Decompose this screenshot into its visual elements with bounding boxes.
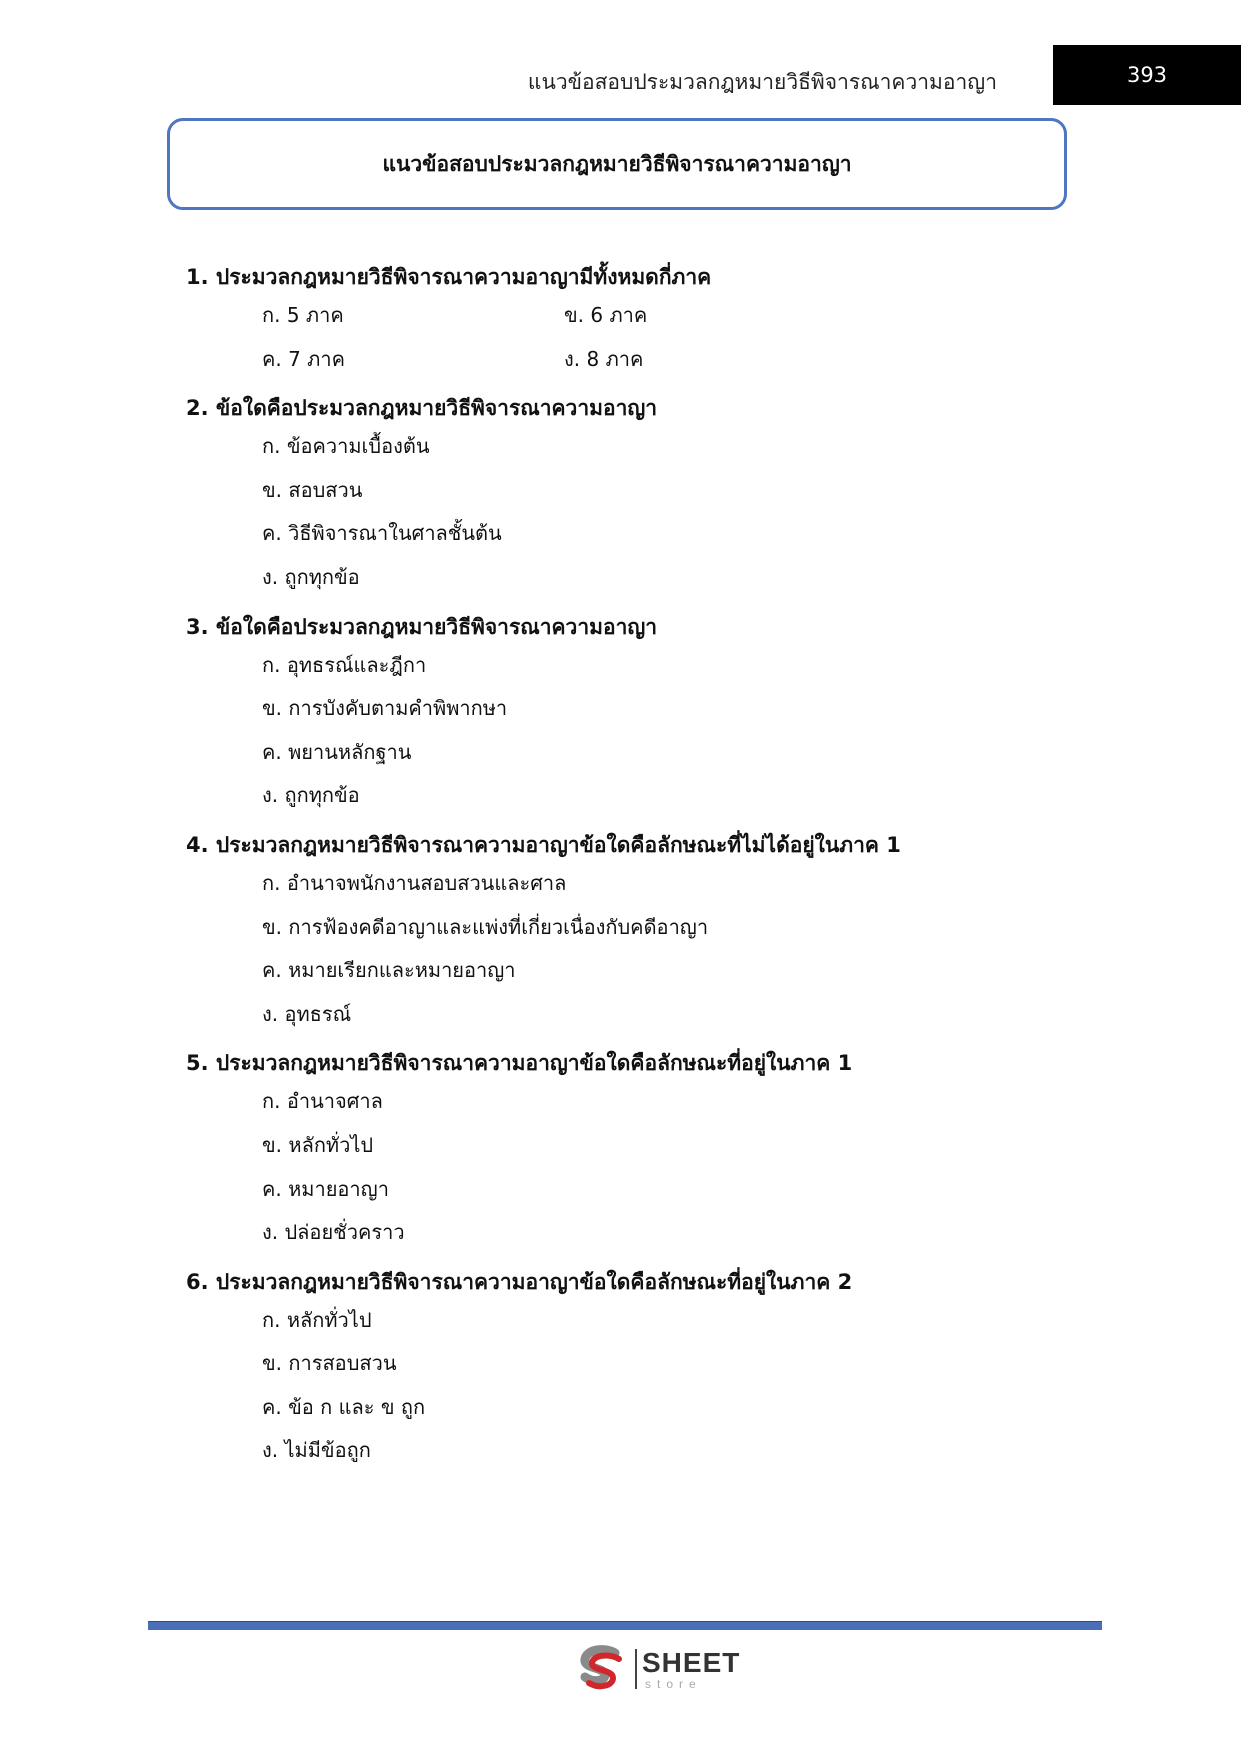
header-title: แนวข้อสอบประมวลกฎหมายวิธีพิจารณาความอาญา [527, 70, 997, 94]
option-d: ง. อุทธรณ์ [262, 1001, 352, 1026]
question-text: 2. ข้อใดคือประมวลกฎหมายวิธีพิจารณาความอาญา [186, 396, 658, 421]
title-box-text: แนวข้อสอบประมวลกฎหมายวิธีพิจารณาความอาญา [382, 151, 852, 176]
option-d: ง. ถูกทุกข้อ [262, 564, 360, 589]
option-c: ค. ข้อ ก และ ข ถูก [262, 1394, 426, 1419]
sheet-store-logo [575, 1645, 745, 1695]
option-c: ค. พยานหลักฐาน [262, 739, 412, 764]
question-text: 5. ประมวลกฎหมายวิธีพิจารณาความอาญาข้อใดคือลักษณะที่อยู่ในภาค 1 [186, 1051, 853, 1076]
option-d: ง. ไม่มีข้อถูก [262, 1438, 371, 1463]
option-c: ค. หมายอาญา [262, 1176, 389, 1201]
option-b: ข. สอบสวน [262, 477, 363, 502]
title-box [167, 118, 1067, 210]
question-text: 6. ประมวลกฎหมายวิธีพิจารณาความอาญาข้อใดคือลักษณะที่อยู่ในภาค 2 [186, 1269, 853, 1294]
question-2 [186, 391, 1186, 599]
question-text: 1. ประมวลกฎหมายวิธีพิจารณาความอาญามีทั้งหมดกี่ภาค [186, 265, 712, 289]
question-list [186, 260, 1186, 1483]
footer-divider [148, 1621, 1102, 1630]
option-d: ง. ปล่อยชั่วคราว [262, 1220, 405, 1245]
option-c: ค. วิธีพิจารณาในศาลชั้นต้น [262, 521, 502, 546]
option-b: ข. การบังคับตามคำพิพากษา [262, 696, 508, 721]
s-logo-icon [575, 1645, 627, 1695]
option-c: ค. 7 ภาค [262, 346, 345, 371]
option-b: ข. การฟ้องคดีอาญาและแพ่งที่เกี่ยวเนื่องกับคดีอาญา [262, 914, 709, 939]
option-a: ก. อำนาจศาล [262, 1089, 383, 1114]
option-a: ก. หลักทั่วไป [262, 1307, 372, 1332]
option-a: ก. อุทธรณ์และฎีกา [262, 652, 427, 677]
logo-divider [635, 1649, 637, 1689]
options-grid [186, 294, 1186, 381]
question-4 [186, 828, 1186, 1036]
question-text: 4. ประมวลกฎหมายวิธีพิจารณาความอาญาข้อใดคือลักษณะที่ไม่ได้อยู่ในภาค 1 [186, 832, 901, 857]
option-c: ค. หมายเรียกและหมายอาญา [262, 958, 516, 983]
option-a: ก. 5 ภาค [262, 303, 344, 327]
option-b: ข. หลักทั่วไป [262, 1132, 374, 1157]
question-6 [186, 1265, 1186, 1473]
option-b: ข. การสอบสวน [262, 1351, 397, 1376]
logo-subtext: store [645, 1677, 702, 1691]
page-number: 393 [1053, 45, 1241, 105]
option-d: ง. ถูกทุกข้อ [262, 783, 360, 808]
option-a: ก. ข้อความเบื้องต้น [262, 434, 430, 459]
question-3 [186, 610, 1186, 818]
option-d: ง. 8 ภาค [564, 346, 644, 371]
question-1 [186, 260, 1186, 381]
logo-name: SHEET [642, 1647, 741, 1678]
question-5 [186, 1046, 1186, 1254]
option-a: ก. อำนาจพนักงานสอบสวนและศาล [262, 870, 567, 895]
option-b: ข. 6 ภาค [564, 303, 648, 327]
question-text: 3. ข้อใดคือประมวลกฎหมายวิธีพิจารณาความอาญา [186, 614, 658, 639]
